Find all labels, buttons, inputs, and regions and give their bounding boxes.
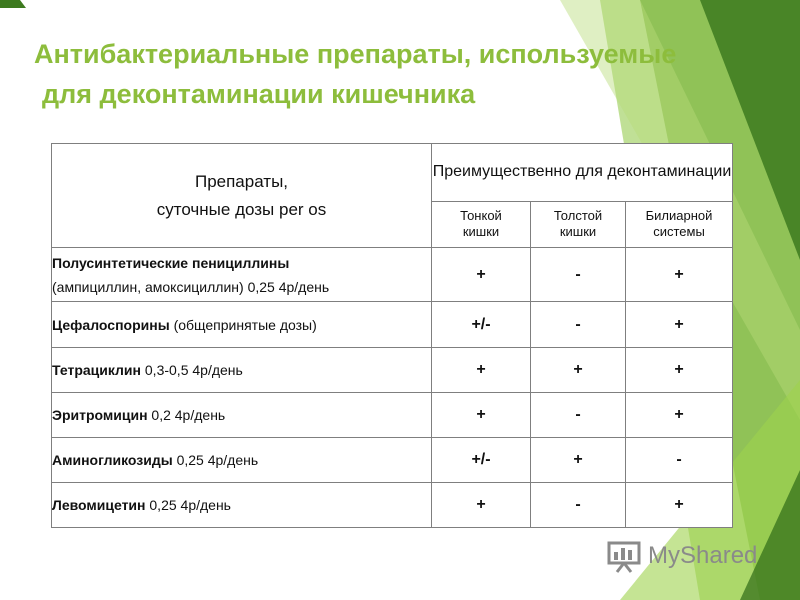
subheader-biliary-line1: Билиарной <box>645 208 713 224</box>
slide-title-line1: Антибактериальные препараты, используемые <box>34 39 677 69</box>
drug-dose: 0,2 4р/день <box>151 407 226 423</box>
mark-large-intestine: + <box>531 348 626 393</box>
slide-title-line2: для деконтаминации кишечника <box>42 79 476 109</box>
drug-name: Эритромицин <box>52 407 148 423</box>
mark-small-intestine: +/- <box>432 438 531 483</box>
drug-name: Полусинтетические пенициллины <box>52 254 290 271</box>
header-decontamination-group: Преимущественно для деконтаминации <box>432 144 733 202</box>
subheader-biliary-system <box>626 201 733 247</box>
mark-large-intestine: - <box>531 302 626 348</box>
subheader-small-line2: кишки <box>462 224 500 240</box>
drug-name: Аминогликозиды <box>52 452 173 468</box>
drug-cell <box>52 302 432 348</box>
subheader-small-intestine <box>432 201 531 247</box>
drug-dose: (ампициллин, амоксициллин) 0,25 4р/день <box>52 278 330 295</box>
mark-large-intestine: + <box>531 438 626 483</box>
watermark-text: MyShared <box>648 542 758 569</box>
table-row <box>52 438 733 483</box>
mark-small-intestine: + <box>432 348 531 393</box>
table-row <box>52 248 733 302</box>
subheader-biliary-line2: системы <box>653 224 705 240</box>
drug-name: Цефалоспорины <box>52 316 170 333</box>
table-row <box>52 348 733 393</box>
mark-biliary-system: + <box>626 248 733 302</box>
slide-title <box>34 34 774 114</box>
subheader-large-line2: кишки <box>559 224 597 240</box>
header-drugs <box>52 144 432 248</box>
drug-dose: (общепринятые дозы) <box>173 316 317 333</box>
drug-cell <box>52 438 432 483</box>
mark-biliary-system: + <box>626 348 733 393</box>
subheader-large-intestine <box>531 201 626 247</box>
drug-dose: 0,25 4р/день <box>149 497 231 513</box>
table-row <box>52 483 733 528</box>
table-row <box>52 302 733 348</box>
mark-large-intestine: - <box>531 248 626 302</box>
mark-biliary-system: - <box>626 438 733 483</box>
mark-large-intestine: - <box>531 483 626 528</box>
subheader-large-line1: Толстой <box>553 208 603 224</box>
drug-cell <box>52 348 432 393</box>
mark-biliary-system: + <box>626 483 733 528</box>
antibacterial-drugs-table <box>51 143 733 528</box>
mark-small-intestine: + <box>432 393 531 438</box>
subheader-small-line1: Тонкой <box>460 208 502 224</box>
drug-cell <box>52 248 432 302</box>
header-drugs-line2: суточные дозы per os <box>156 199 327 219</box>
presentation-board-icon <box>606 538 642 574</box>
mark-large-intestine: - <box>531 393 626 438</box>
table-row <box>52 393 733 438</box>
drug-name: Тетрациклин <box>52 362 141 378</box>
mark-small-intestine: + <box>432 248 531 302</box>
mark-biliary-system: + <box>626 393 733 438</box>
drug-name: Левомицетин <box>52 497 146 513</box>
drug-dose: 0,25 4р/день <box>176 452 259 468</box>
drug-dose: 0,3-0,5 4р/день <box>144 362 243 378</box>
mark-biliary-system: + <box>626 302 733 348</box>
drug-cell <box>52 483 432 528</box>
header-drugs-line1: Препараты, <box>194 171 289 191</box>
mark-small-intestine: +/- <box>432 302 531 348</box>
mark-small-intestine: + <box>432 483 531 528</box>
drug-cell <box>52 393 432 438</box>
